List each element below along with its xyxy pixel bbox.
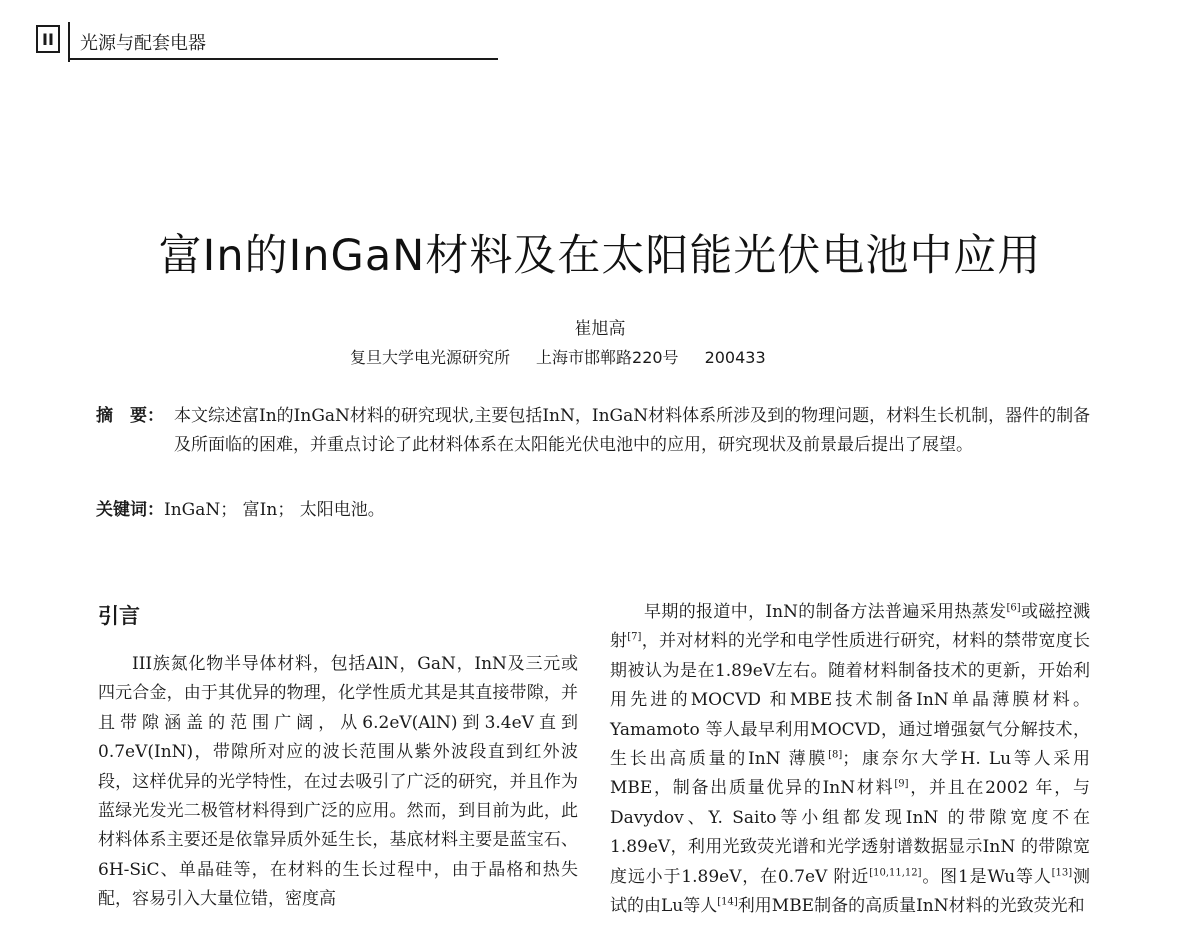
abstract [96, 402, 1096, 460]
paper-title: 富In的InGaN材料及在太阳能光伏电池中应用 [158, 231, 1042, 281]
right-text-3: ，并对材料的光学和电学性质进行研究，材料的禁带宽度长期被认为是在1.89eV左右。随着材料制备技术的更新，开始利用先进的MOCVD 和MBE技术制备InN单晶薄膜材料。Yamamoto 等人最早利用MOCVD，通过增强氨气分解技术，生长出高质量的InN 薄膜 [610, 631, 1091, 770]
author-name: 崔旭高 [574, 319, 626, 339]
citation-10-12[interactable]: [10,11,12] [869, 867, 922, 878]
right-text-8: 利用MBE制备的高质量InN材料的光致荧光和 [737, 896, 1085, 917]
header-rule [68, 58, 498, 60]
citation-8[interactable]: [8] [828, 749, 843, 761]
right-text-1: 早期的报道中，InN的制备方法普遍采用热蒸发 [644, 602, 1007, 622]
affiliation-postcode: 200433 [704, 348, 766, 367]
running-header [22, 22, 1200, 62]
citation-7[interactable]: [7] [627, 631, 642, 643]
citation-14[interactable]: [14] [717, 896, 738, 908]
abstract-label: 摘 要： [96, 406, 164, 426]
citation-6[interactable]: [6] [1006, 602, 1021, 614]
right-text-6: 。图1是Wu等人 [921, 866, 1052, 887]
section-title: 光源与配套电器 [80, 33, 206, 54]
intro-left-paragraph: III族氮化物半导体材料，包括AlN，GaN，InN及三元或四元合金，由于其优异的物理，化学性质尤其是其直接带隙，并且带隙涵盖的范围广阔，从6.2eV(AlN)到3.4eV直到0.7eV(InN)，带隙所对应的波长范围从紫外波段直到红外波段，这样优异的光学特性，在过去吸引了广泛的研究，并且作为蓝绿光发光二极管材料得到广泛的应用。然而，到目前为此，此材料体系主要还是依靠异质外延生长，基底材料主要是蓝宝石、6H-SiC、单晶硅等，在材料的生长过程中，由于晶格和热失配，容易引入大量位错，密度高 [98, 654, 578, 910]
affiliation [350, 345, 792, 368]
abstract-text: 本文综述富In的InGaN材料的研究现状,主要包括InN，InGaN材料体系所涉及到的物理问题，材料生长机制，器件的制备及所面临的困难，并重点讨论了此材料体系在太阳能光伏电池中的应用，研究现状及前景最后提出了展望。 [174, 406, 1091, 455]
right-text-2: 或磁控溅射 [610, 602, 1091, 652]
section-numeral-box: II [36, 25, 60, 53]
keywords [96, 495, 385, 520]
citation-9[interactable]: [9] [894, 778, 909, 790]
intro-right-paragraph [610, 598, 1090, 921]
section-heading-intro: 引言 [98, 604, 140, 628]
header-divider [68, 22, 70, 62]
citation-13[interactable]: [13] [1051, 867, 1073, 878]
right-text-7: 测试的由Lu等人 [610, 866, 1091, 917]
keywords-text: InGaN； 富In； 太阳电池。 [164, 500, 385, 520]
right-text-4: ；康奈尔大学H. Lu等人采用MBE，制备出质量优异的InN材料 [610, 749, 1090, 799]
right-text-5: ，并且在2002 年，与Davydov、Y. Saito等小组都发现InN 的带隙宽度不在1.89eV，利用光致荧光谱和光学透射谱数据显示InN 的带隙宽度远小于1.89eV，在0.7eV 附近 [610, 778, 1090, 887]
affiliation-address: 上海市邯郸路220号 [536, 348, 679, 367]
keywords-label: 关键词： [96, 500, 164, 520]
affiliation-institute: 复旦大学电光源研究所 [350, 348, 511, 367]
